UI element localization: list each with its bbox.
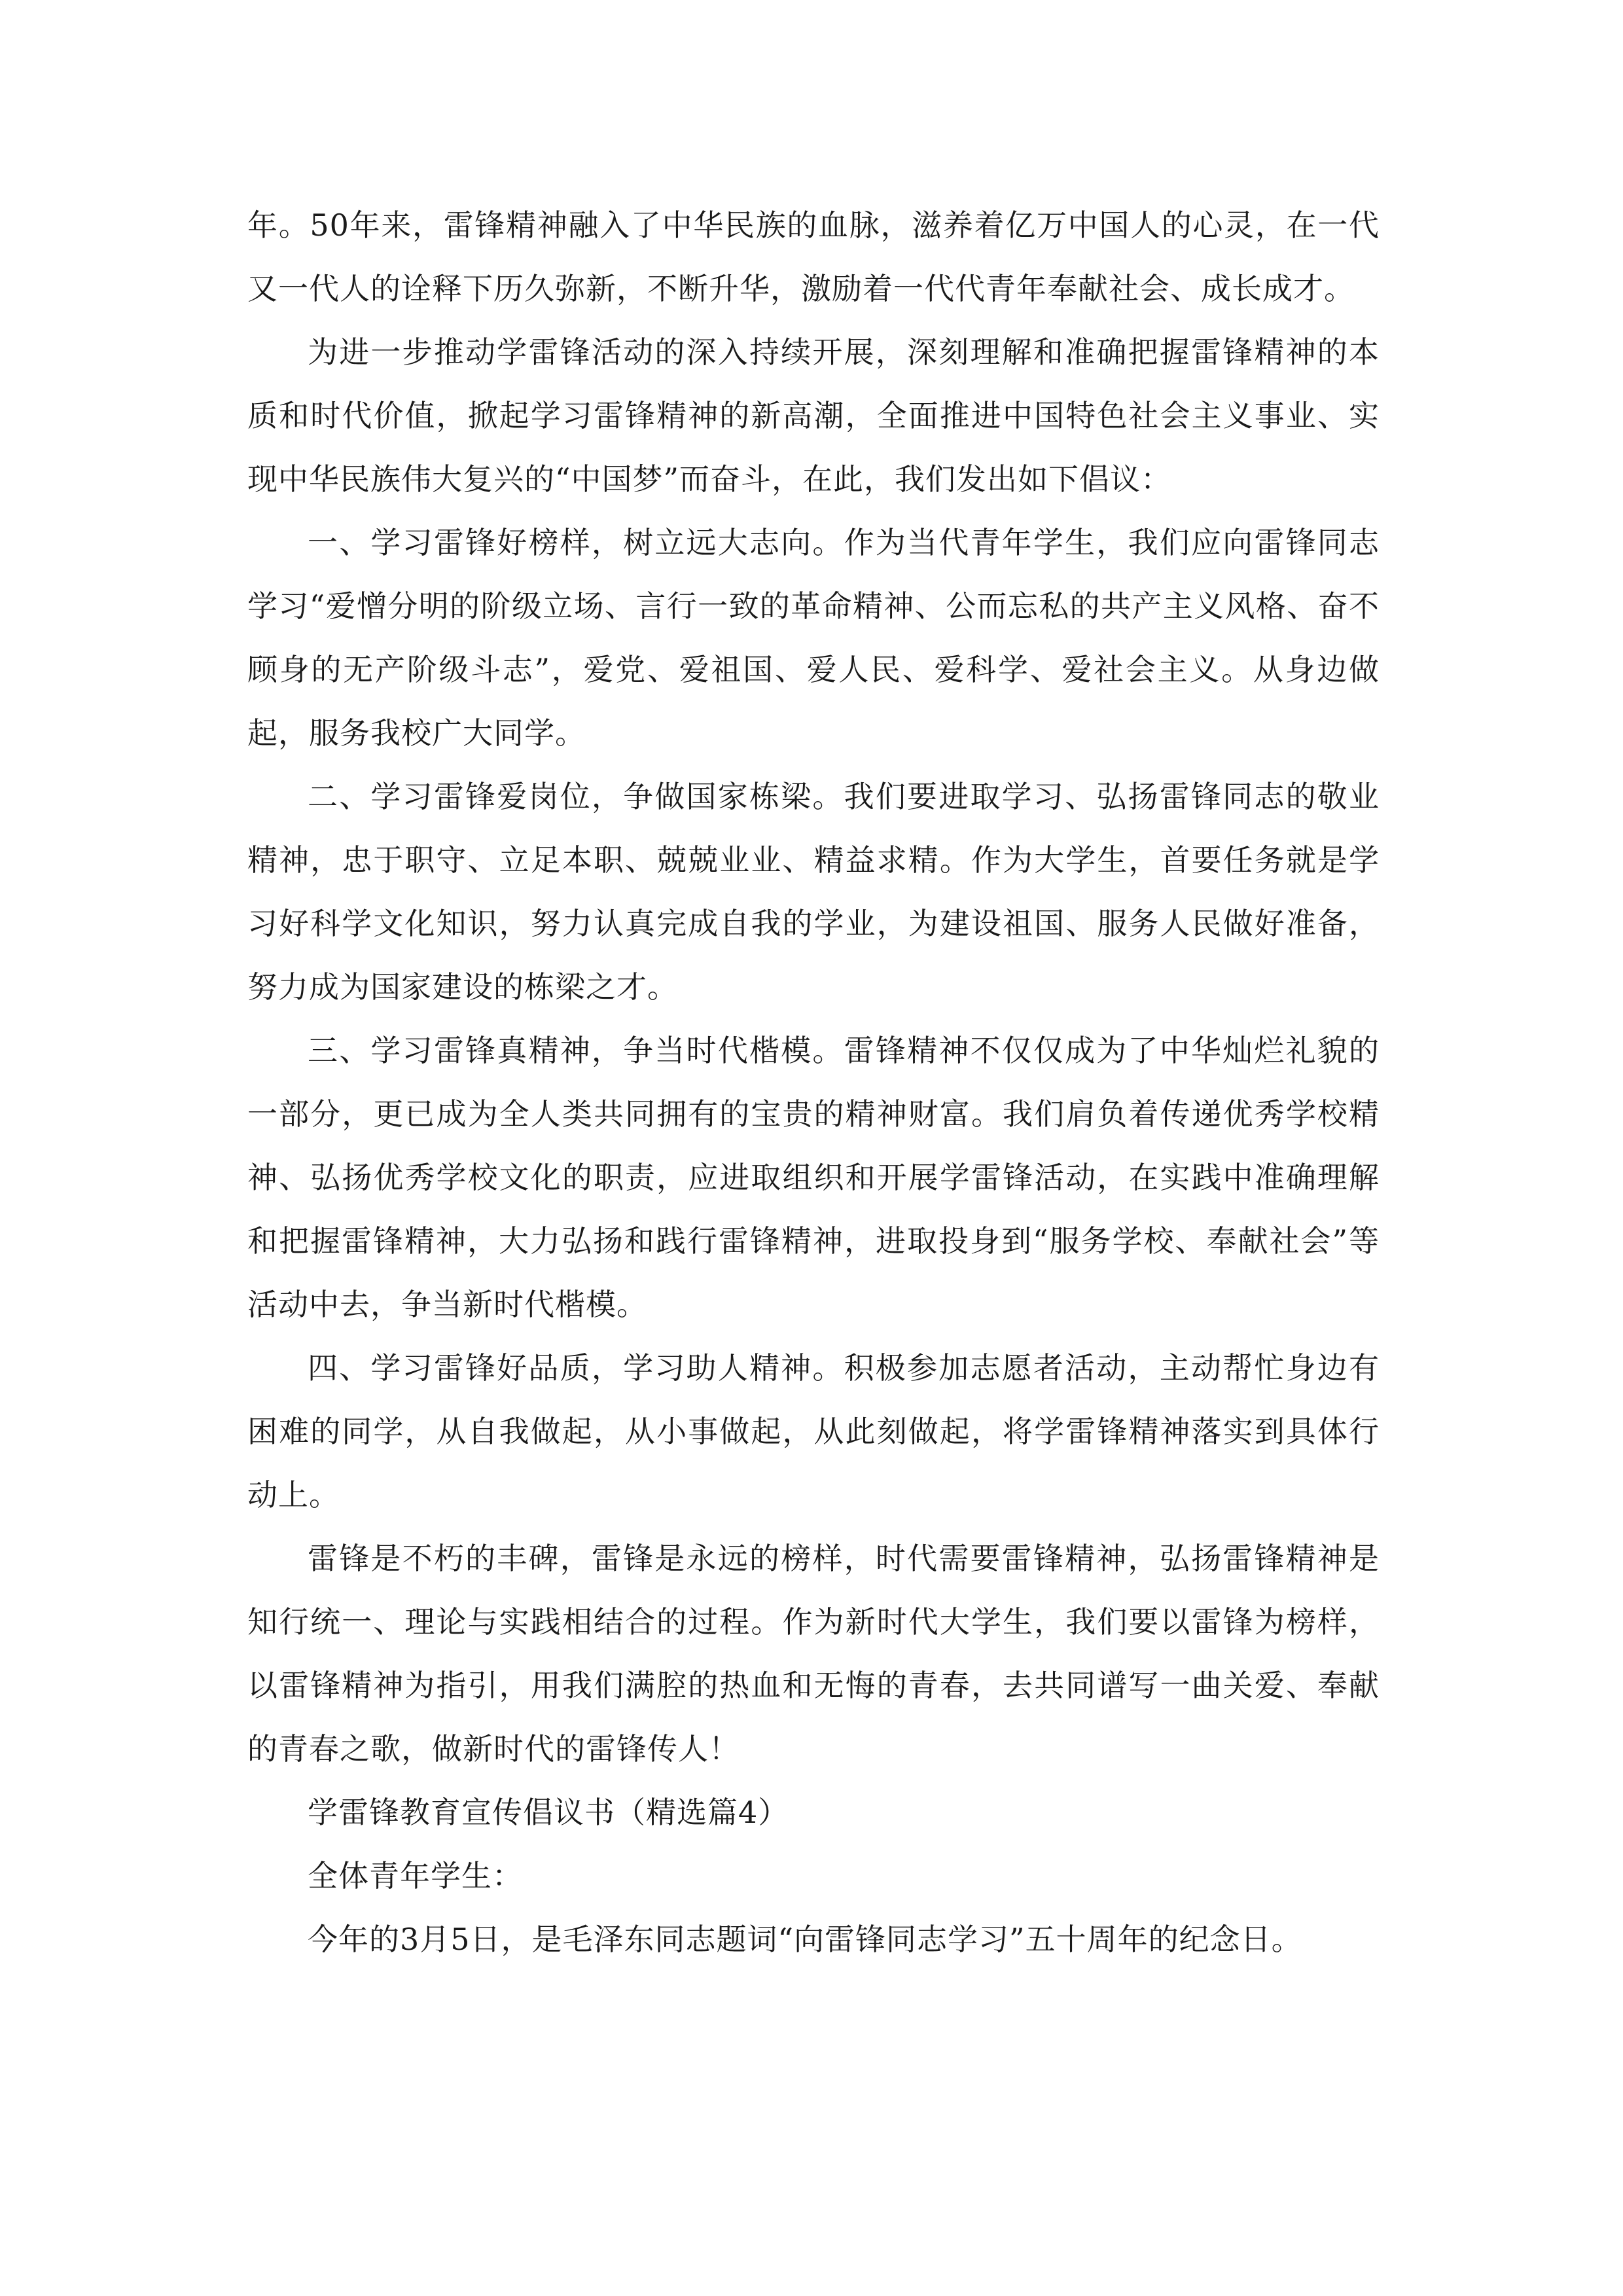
paragraph-item-4: 四、学习雷锋好品质，学习助人精神。积极参加志愿者活动，主动帮忙身边有困难的同学，从自我做起，从小事做起，从此刻做起，将学雷锋精神落实到具体行动上。 bbox=[247, 1350, 1380, 1513]
paragraph-opening: 今年的3月5日，是毛泽东同志题词“向雷锋同志学习”五十周年的纪念日。 bbox=[308, 1922, 1302, 1957]
salutation: 全体青年学生： bbox=[308, 1858, 523, 1893]
paragraph-conclusion: 雷锋是不朽的丰碑，雷锋是永远的榜样，时代需要雷锋精神，弘扬雷锋精神是知行统一、理论与实践相结合的过程。作为新时代大学生，我们要以雷锋为榜样，以雷锋精神为指引，用我们满腔的热血和无悔的青春，去共同谱写一曲关爱、奉献的青春之歌，做新时代的雷锋传人！ bbox=[247, 1541, 1380, 1767]
paragraph-item-1: 一、学习雷锋好榜样，树立远大志向。作为当代青年学生，我们应向雷锋同志学习“爱憎分明的阶级立场、言行一致的革命精神、公而忘私的共产主义风格、奋不顾身的无产阶级斗志”，爱党、爱祖国、爱人民、爱科学、爱社会主义。从身边做起，服务我校广大同学。 bbox=[247, 525, 1380, 751]
paragraph-item-2: 二、学习雷锋爱岗位，争做国家栋梁。我们要进取学习、弘扬雷锋同志的敬业精神，忠于职守、立足本职、兢兢业业、精益求精。作为大学生，首要任务就是学习好科学文化知识，努力认真完成自我的学业，为建设祖国、服务人民做好准备，努力成为国家建设的栋梁之才。 bbox=[247, 779, 1380, 1005]
paragraph-continuation: 年。50年来，雷锋精神融入了中华民族的血脉，滋养着亿万中国人的心灵，在一代又一代人的诠释下历久弥新，不断升华，激励着一代代青年奉献社会、成长成才。 bbox=[247, 207, 1380, 306]
section-title: 学雷锋教育宣传倡议书（精选篇4） bbox=[308, 1795, 789, 1830]
document-body bbox=[247, 194, 1380, 1971]
paragraph-proposal-intro: 为进一步推动学雷锋活动的深入持续开展，深刻理解和准确把握雷锋精神的本质和时代价值，掀起学习雷锋精神的新高潮，全面推进中国特色社会主义事业、实现中华民族伟大复兴的“中国梦”而奋斗，在此，我们发出如下倡议： bbox=[247, 334, 1380, 497]
paragraph-item-3: 三、学习雷锋真精神，争当时代楷模。雷锋精神不仅仅成为了中华灿烂礼貌的一部分，更已成为全人类共同拥有的宝贵的精神财富。我们肩负着传递优秀学校精神、弘扬优秀学校文化的职责，应进取组织和开展学雷锋活动，在实践中准确理解和把握雷锋精神，大力弘扬和践行雷锋精神，进取投身到“服务学校、奉献社会”等活动中去，争当新时代楷模。 bbox=[247, 1033, 1380, 1322]
